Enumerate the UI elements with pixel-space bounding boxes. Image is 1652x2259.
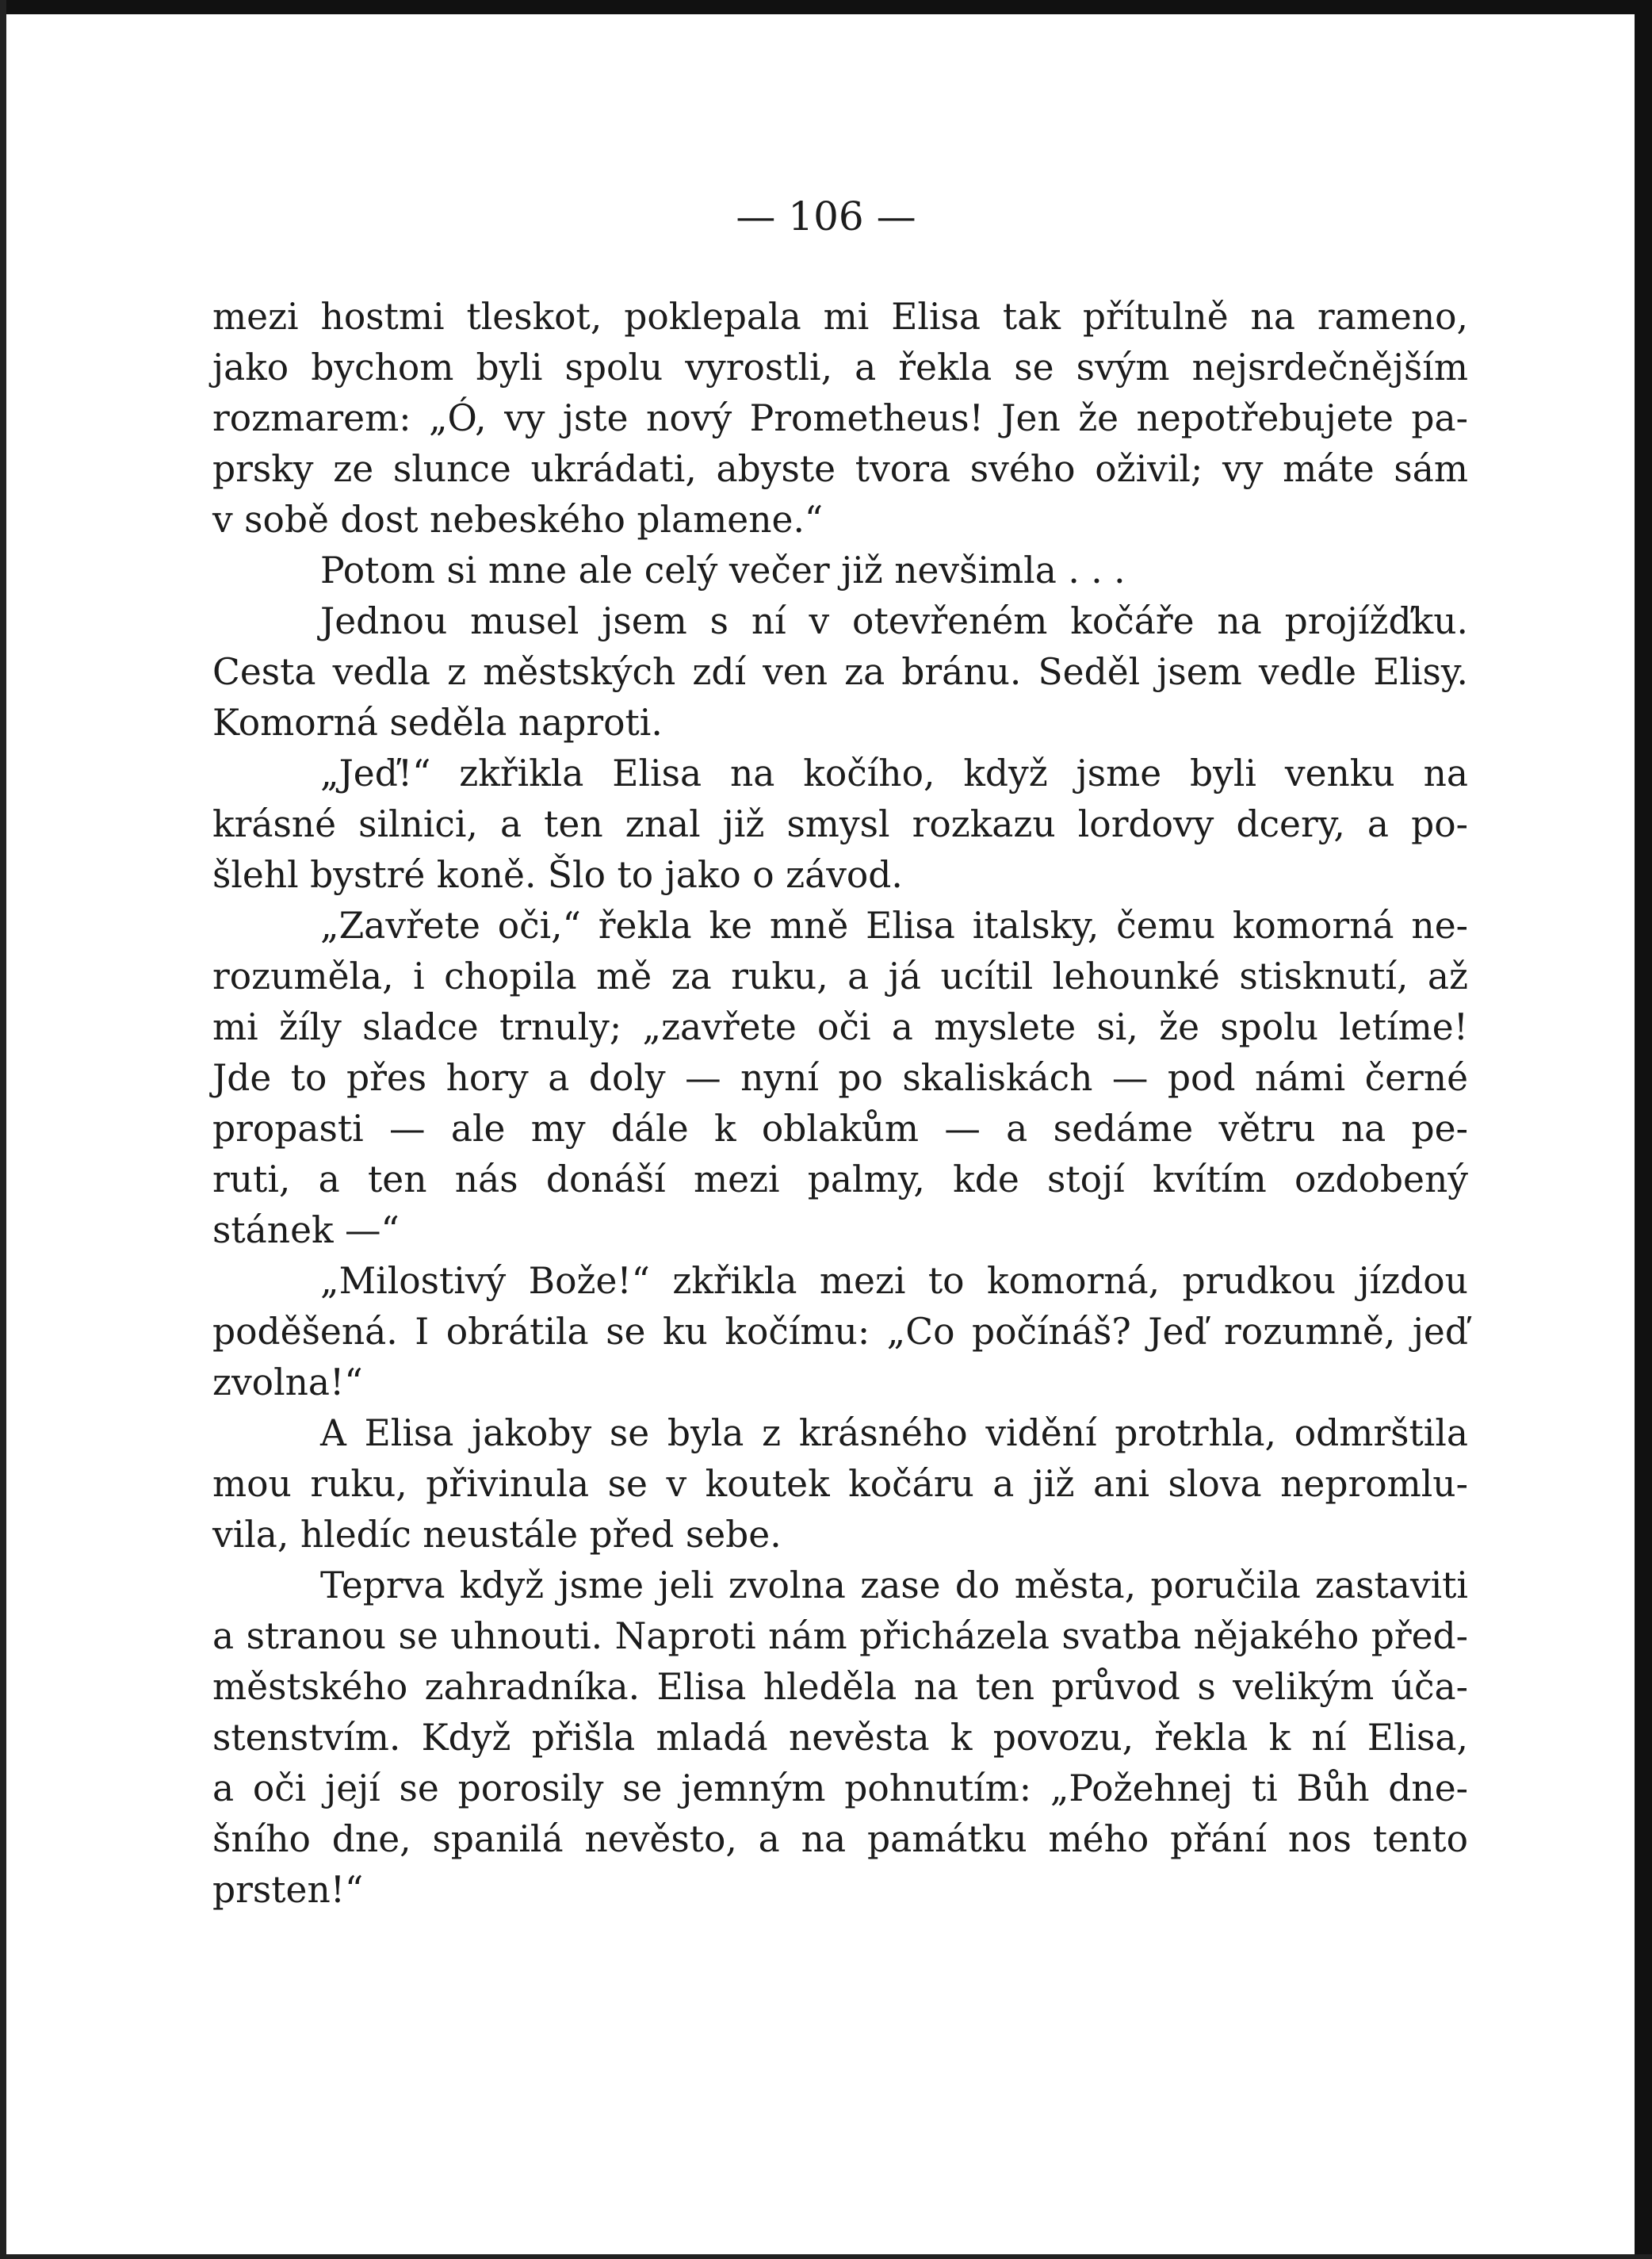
scan-border-top: [0, 0, 1652, 14]
text-line: šního dne, spanilá nevěsto, a na památku mého přání nos tento: [212, 1818, 1468, 1860]
text-line: prsky ze slunce ukrádati, abyste tvora svého oživil; vy máte sám: [212, 448, 1468, 490]
text-line: prsten!“: [212, 1869, 364, 1911]
text-line: Jednou musel jsem s ní v otevřeném kočáře na projížďku.: [320, 600, 1468, 642]
page-number: — 106 —: [736, 193, 916, 239]
text-line: „Jeď!“ zkřikla Elisa na kočího, když jsme byli venku na: [320, 752, 1468, 794]
paragraph: [212, 901, 1468, 1256]
text-line: Potom si mne ale celý večer již nevšimla . . .: [320, 549, 1126, 592]
text-line: jako bychom byli spolu vyrostli, a řekla se svým nejsrdečnějším: [212, 347, 1468, 389]
text-line: A Elisa jakoby se byla z krásného vidění protrhla, odmrštila: [320, 1412, 1468, 1454]
text-line: a stranou se uhnouti. Naproti nám přicházela svatba nějakého před-: [212, 1615, 1468, 1657]
text-line: zvolna!“: [212, 1361, 363, 1403]
text-line: vila, hledíc neustále před sebe.: [212, 1514, 782, 1556]
text-line: v sobě dost nebeského plamene.“: [212, 499, 824, 541]
text-line: šlehl bystré koně. Šlo to jako o závod.: [212, 854, 903, 896]
text-line: propasti — ale my dále k oblakům — a sedáme větru na pe-: [212, 1108, 1468, 1150]
text-line: mou ruku, přivinula se v koutek kočáru a již ani slova nepromlu-: [212, 1463, 1468, 1505]
text-line: rozmarem: „Ó, vy jste nový Prometheus! Jen že nepotřebujete pa-: [212, 397, 1468, 439]
text-line: mezi hostmi tleskot, poklepala mi Elisa tak přítulně na rameno,: [212, 296, 1468, 338]
paragraph: [212, 749, 1468, 901]
paragraph: [212, 1408, 1468, 1560]
body-text: [212, 292, 1468, 1916]
text-line: poděšená. I obrátila se ku kočímu: „Co počínáš? Jeď rozumně, jeď: [212, 1311, 1468, 1353]
paragraph: [212, 1560, 1468, 1916]
text-line: rozuměla, i chopila mě za ruku, a já ucítil lehounké stisknutí, až: [212, 955, 1468, 997]
text-line: Cesta vedla z městských zdí ven za bránu. Seděl jsem vedle Elisy.: [212, 651, 1468, 693]
text-line: a oči její se porosily se jemným pohnutím: „Požehnej ti Bůh dne-: [212, 1767, 1468, 1809]
scan-border-right: [1635, 0, 1652, 2259]
text-line: Teprva když jsme jeli zvolna zase do města, poručila zastaviti: [320, 1564, 1468, 1606]
paragraph: [212, 546, 1468, 596]
text-line: Jde to přes hory a doly — nyní po skaliskách — pod námi černé: [212, 1057, 1468, 1099]
text-line: ruti, a ten nás donáší mezi palmy, kde stojí kvítím ozdobený: [212, 1158, 1468, 1200]
text-line: Komorná seděla naproti.: [212, 702, 663, 744]
paragraph: [212, 1256, 1468, 1408]
paragraph: [212, 596, 1468, 749]
paragraph: [212, 292, 1468, 546]
scan-border-bottom: [0, 2254, 1652, 2259]
text-line: „Milostivý Bože!“ zkřikla mezi to komorná, prudkou jízdou: [320, 1260, 1468, 1302]
text-line: městského zahradníka. Elisa hleděla na ten průvod s velikým úča-: [212, 1666, 1468, 1708]
text-line: „Zavřete oči,“ řekla ke mně Elisa italsky, čemu komorná ne-: [320, 905, 1468, 947]
scan-border-left: [0, 0, 6, 2259]
text-line: krásné silnici, a ten znal již smysl rozkazu lordovy dcery, a po-: [212, 803, 1468, 845]
text-line: stánek —“: [212, 1209, 400, 1251]
text-line: stenstvím. Když přišla mladá nevěsta k povozu, řekla k ní Elisa,: [212, 1717, 1468, 1759]
text-line: mi žíly sladce trnuly; „zavřete oči a myslete si, že spolu letíme!: [212, 1006, 1468, 1048]
